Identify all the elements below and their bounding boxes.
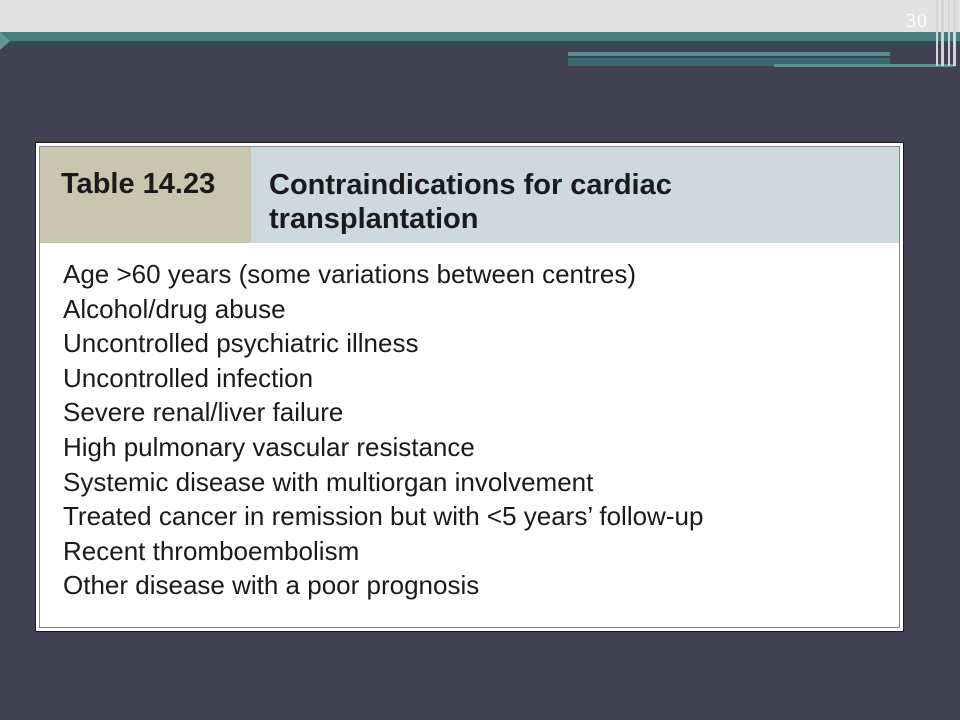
list-item: Alcohol/drug abuse bbox=[63, 293, 286, 324]
header-sub-bar-light bbox=[774, 64, 954, 67]
header-accent-shadow bbox=[0, 41, 960, 45]
list-item: Uncontrolled psychiatric illness bbox=[63, 328, 419, 359]
table-title: Contraindications for cardiac transplantation bbox=[251, 147, 899, 243]
list-item: Uncontrolled infection bbox=[63, 362, 314, 393]
table-image bbox=[35, 142, 904, 632]
header-accent-bar bbox=[0, 32, 960, 41]
list-item: High pulmonary vascular resistance bbox=[63, 431, 475, 462]
header-accent-arrow bbox=[0, 32, 10, 50]
list-item: Systemic disease with multiorgan involvement bbox=[63, 466, 594, 497]
table-number: Table 14.23 bbox=[40, 147, 251, 243]
table-header bbox=[40, 147, 899, 243]
decorative-vertical-lines bbox=[932, 0, 960, 66]
list-item: Other disease with a poor prognosis bbox=[63, 570, 480, 601]
list-item: Recent thromboembolism bbox=[63, 535, 360, 566]
slide-header-strip bbox=[0, 0, 960, 32]
slide-number: 30 bbox=[906, 10, 928, 32]
list-item: Age >60 years (some variations between centres) bbox=[63, 259, 637, 289]
contraindication-list bbox=[63, 257, 703, 603]
list-item: Treated cancer in remission but with <5 years’ follow-up bbox=[63, 501, 704, 532]
header-sub-bar bbox=[568, 52, 890, 56]
list-item: Severe renal/liver failure bbox=[63, 397, 344, 428]
